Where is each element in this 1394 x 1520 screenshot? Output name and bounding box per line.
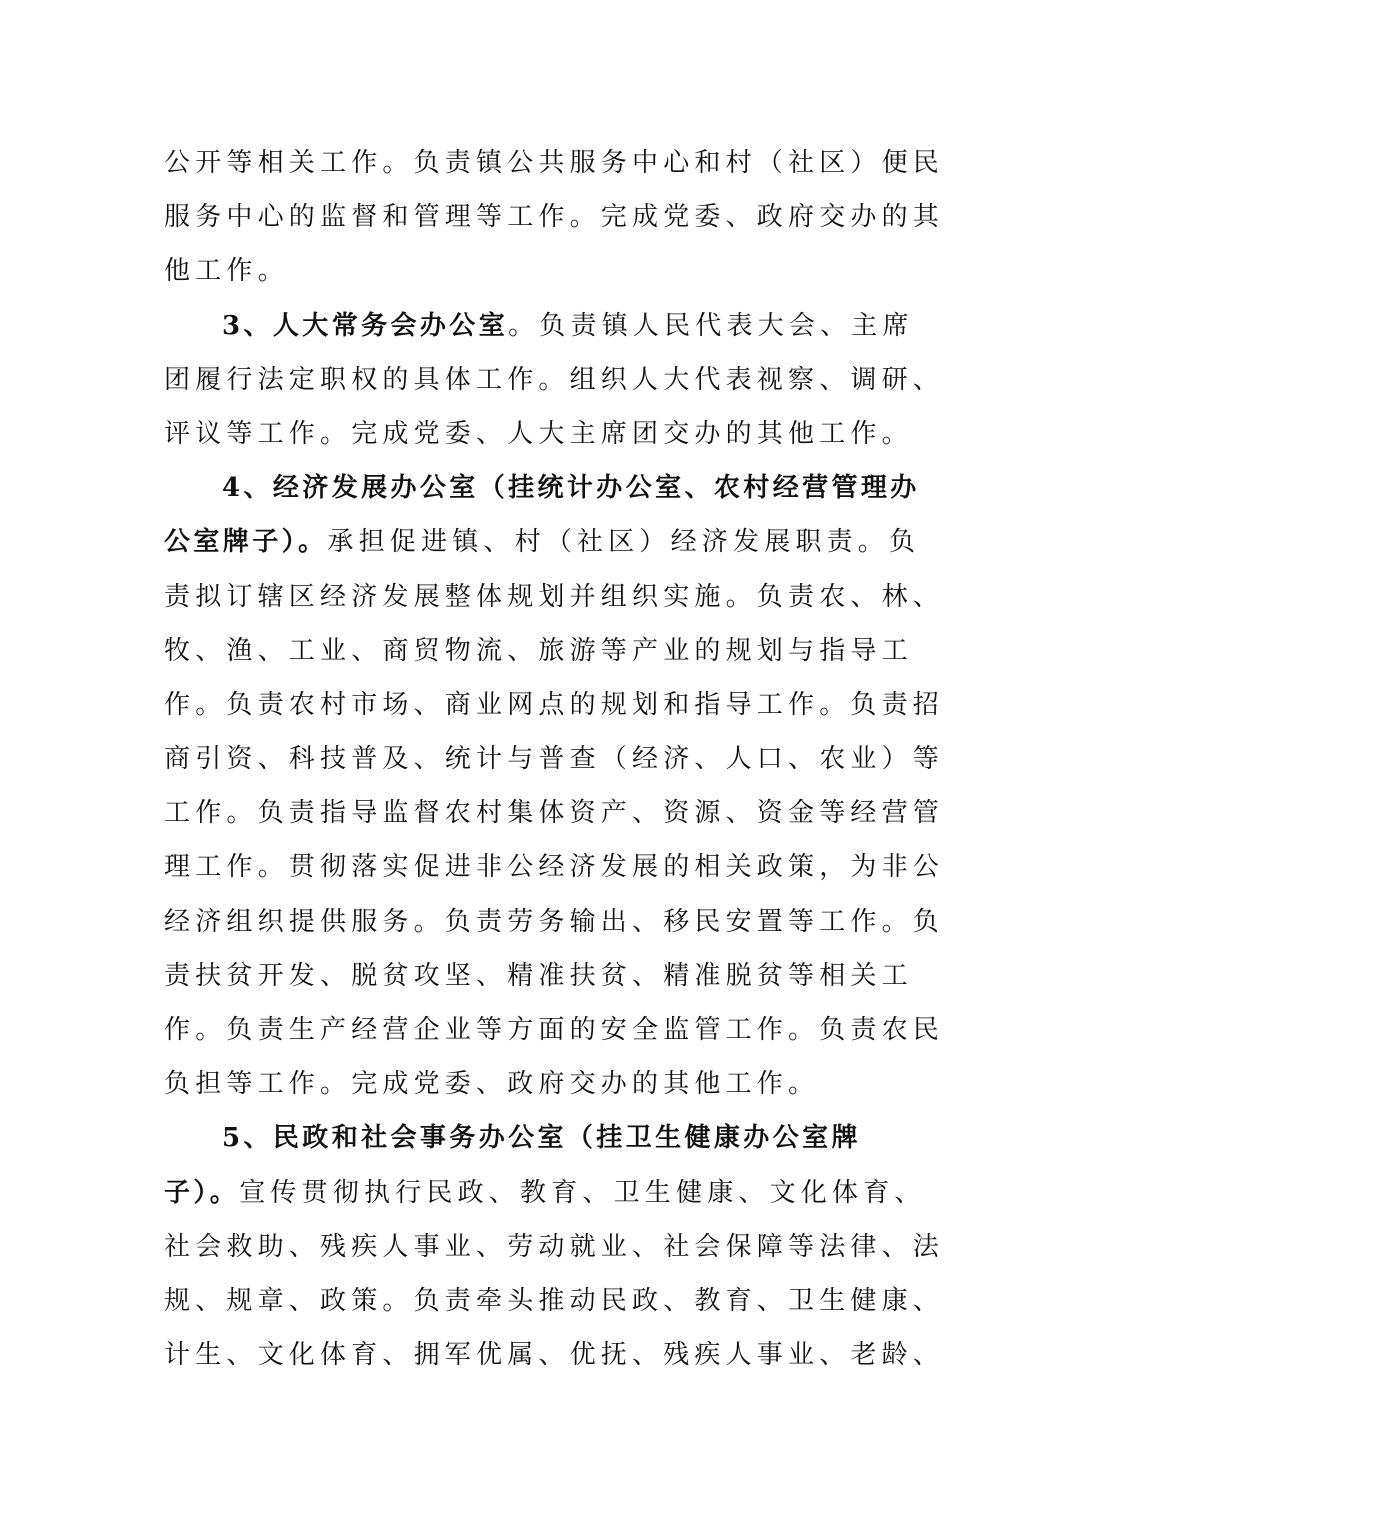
body-text: 工作。负责指导监督农村集体资产、资源、资金等经营管 xyxy=(164,798,945,829)
body-text: 责扶贫开发、脱贫攻坚、精准扶贫、精准脱贫等相关工 xyxy=(164,960,913,991)
document-body xyxy=(164,136,945,1382)
body-text: 负担等工作。完成党委、政府交办的其他工作。 xyxy=(164,1069,820,1100)
text-line xyxy=(164,786,945,840)
text-line xyxy=(164,244,924,298)
body-text: 理工作。贯彻落实促进非公经济发展的相关政策，为非公 xyxy=(164,852,945,883)
body-text: 服务中心的监督和管理等工作。完成党委、政府交办的其 xyxy=(164,202,945,233)
text-line xyxy=(164,1111,924,1165)
body-text: 计生、文化体育、拥军优属、优抚、残疾人事业、老龄、 xyxy=(164,1340,945,1371)
text-line xyxy=(164,461,924,515)
text-line xyxy=(164,732,945,786)
text-line xyxy=(164,407,924,461)
body-text: 他工作。 xyxy=(164,256,289,287)
section-heading: 4、经济发展办公室（挂统计办公室、农村经营管理办 xyxy=(222,473,920,504)
text-line xyxy=(164,515,924,569)
text-line xyxy=(164,570,945,624)
text-line xyxy=(164,895,945,949)
text-line xyxy=(164,678,945,732)
body-text: 作。负责农村市场、商业网点的规划和指导工作。负责招 xyxy=(164,689,945,720)
body-text: 承担促进镇、村（社区）经济发展职责。负 xyxy=(327,527,921,558)
section-heading: 子）。 xyxy=(164,1177,240,1208)
body-text: 规、规章、政策。负责牵头推动民政、教育、卫生健康、 xyxy=(164,1285,945,1316)
text-line xyxy=(164,949,924,1003)
text-line xyxy=(164,136,945,190)
body-text: 经济组织提供服务。负责劳务输出、移民安置等工作。负 xyxy=(164,906,945,937)
text-line xyxy=(164,1166,924,1220)
text-line xyxy=(164,1057,924,1111)
text-line xyxy=(164,190,945,244)
text-line xyxy=(164,840,945,894)
body-text: 公开等相关工作。负责镇公共服务中心和村（社区）便民 xyxy=(164,148,945,178)
body-text: 宣传贯彻执行民政、教育、卫生健康、文化体育、 xyxy=(239,1177,926,1208)
body-text: 社会救助、残疾人事业、劳动就业、社会保障等法律、法 xyxy=(164,1231,945,1262)
text-line xyxy=(164,1328,945,1382)
text-line xyxy=(164,1003,945,1057)
section-heading: 公室牌子）。 xyxy=(164,527,328,558)
text-line xyxy=(164,299,924,353)
body-text: 作。负责生产经营企业等方面的安全监管工作。负责农民 xyxy=(164,1015,945,1045)
body-text: 牧、渔、工业、商贸物流、旅游等产业的规划与指导工 xyxy=(164,635,913,666)
body-text: 团履行法定职权的具体工作。组织人大代表视察、调研、 xyxy=(164,364,945,395)
body-text: 。负责镇人民代表大会、主席 xyxy=(508,310,914,341)
section-heading: 3、人大常务会办公室 xyxy=(222,310,509,341)
text-line xyxy=(164,624,924,678)
body-text: 评议等工作。完成党委、人大主席团交办的其他工作。 xyxy=(164,418,913,449)
text-line xyxy=(164,1220,945,1274)
section-heading: 5、民政和社会事务办公室（挂卫生健康办公室牌 xyxy=(222,1123,861,1154)
text-line xyxy=(164,353,945,407)
text-line xyxy=(164,1274,945,1328)
body-text: 责拟订辖区经济发展整体规划并组织实施。负责农、林、 xyxy=(164,581,945,612)
body-text: 商引资、科技普及、统计与普查（经济、人口、农业）等 xyxy=(164,744,945,775)
